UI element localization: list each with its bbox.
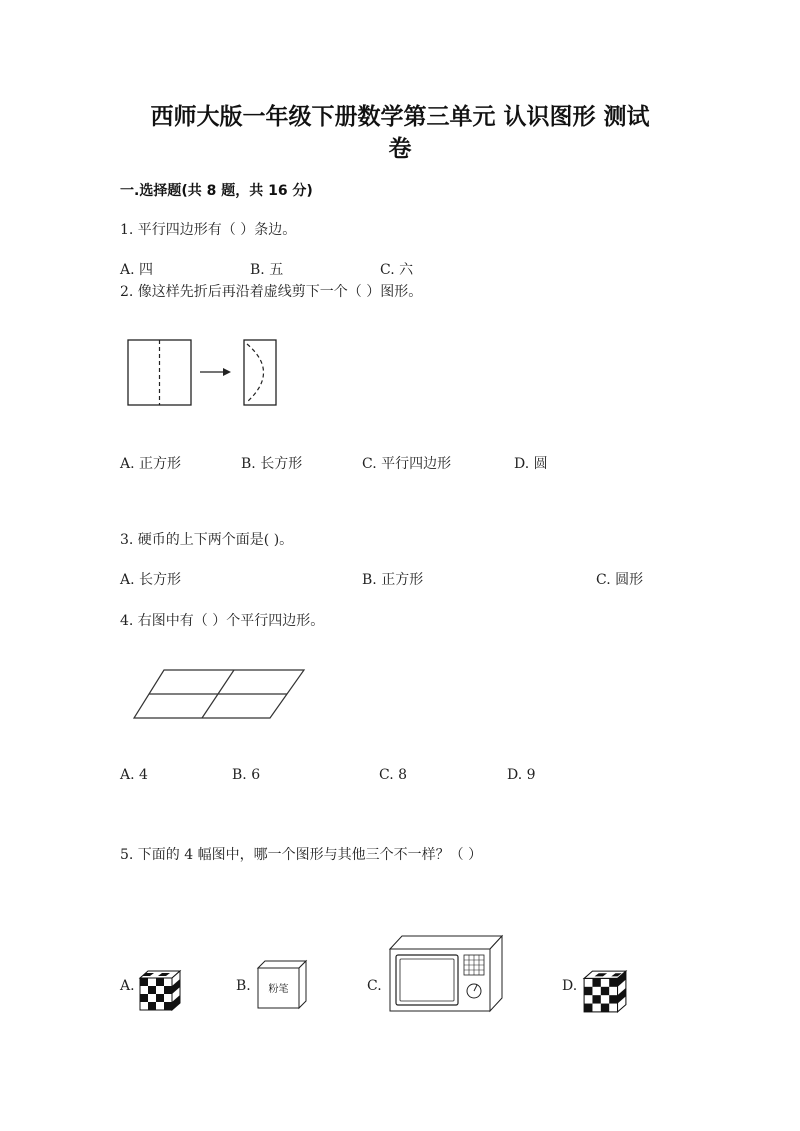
question-5-option-d[interactable]: D.: [562, 978, 578, 994]
question-1-option-b[interactable]: B. 五: [250, 262, 284, 278]
question-1-text: 1. 平行四边形有（ ）条边。: [120, 222, 297, 238]
question-2-option-b[interactable]: B. 长方形: [241, 456, 303, 472]
page-title-continued: 卷: [388, 136, 412, 162]
chalk-box-image: [256, 958, 308, 1010]
question-1-option-c[interactable]: C. 六: [380, 262, 414, 278]
chalk-box-label: 粉笔: [268, 984, 289, 995]
cut-dashed-arc: [247, 344, 264, 402]
question-3-option-c[interactable]: C. 圆形: [596, 572, 644, 588]
question-4-text: 4. 右图中有（ ）个平行四边形。: [120, 613, 325, 629]
question-5-option-c[interactable]: C.: [367, 978, 382, 994]
question-4-option-a[interactable]: A. 4: [120, 767, 148, 783]
checkered-cube-d-image: [582, 968, 628, 1014]
checkered-cube-a-image: [138, 968, 182, 1012]
parallelogram-figure: [130, 665, 310, 725]
question-4-option-d[interactable]: D. 9: [507, 767, 536, 783]
question-5-text: 5. 下面的 4 幅图中，哪一个图形与其他三个不一样？（ ）: [120, 847, 483, 863]
microwave-image: [388, 933, 504, 1013]
question-3-option-a[interactable]: A. 长方形: [120, 572, 182, 588]
question-5-option-b[interactable]: B.: [236, 978, 251, 994]
question-2-option-d[interactable]: D. 圆: [514, 456, 548, 472]
section-heading: 一.选择题(共 8 题，共 16 分): [120, 183, 313, 199]
half-paper-rect: [244, 340, 276, 405]
page-title: 西师大版一年级下册数学第三单元 认识图形 测试: [150, 104, 650, 130]
question-2-text: 2. 像这样先折后再沿着虚线剪下一个（ ）图形。: [120, 284, 423, 300]
question-2-option-c[interactable]: C. 平行四边形: [362, 456, 452, 472]
question-4-option-b[interactable]: B. 6: [232, 767, 261, 783]
question-5-option-a[interactable]: A.: [120, 978, 135, 994]
question-4-option-c[interactable]: C. 8: [379, 767, 408, 783]
question-1-option-a[interactable]: A. 四: [120, 262, 154, 278]
question-2-option-a[interactable]: A. 正方形: [120, 456, 182, 472]
arrow-head: [223, 368, 231, 376]
question-3-option-b[interactable]: B. 正方形: [362, 572, 424, 588]
question-3-text: 3. 硬币的上下两个面是( )。: [120, 532, 294, 548]
fold-cut-figure: [120, 330, 290, 420]
